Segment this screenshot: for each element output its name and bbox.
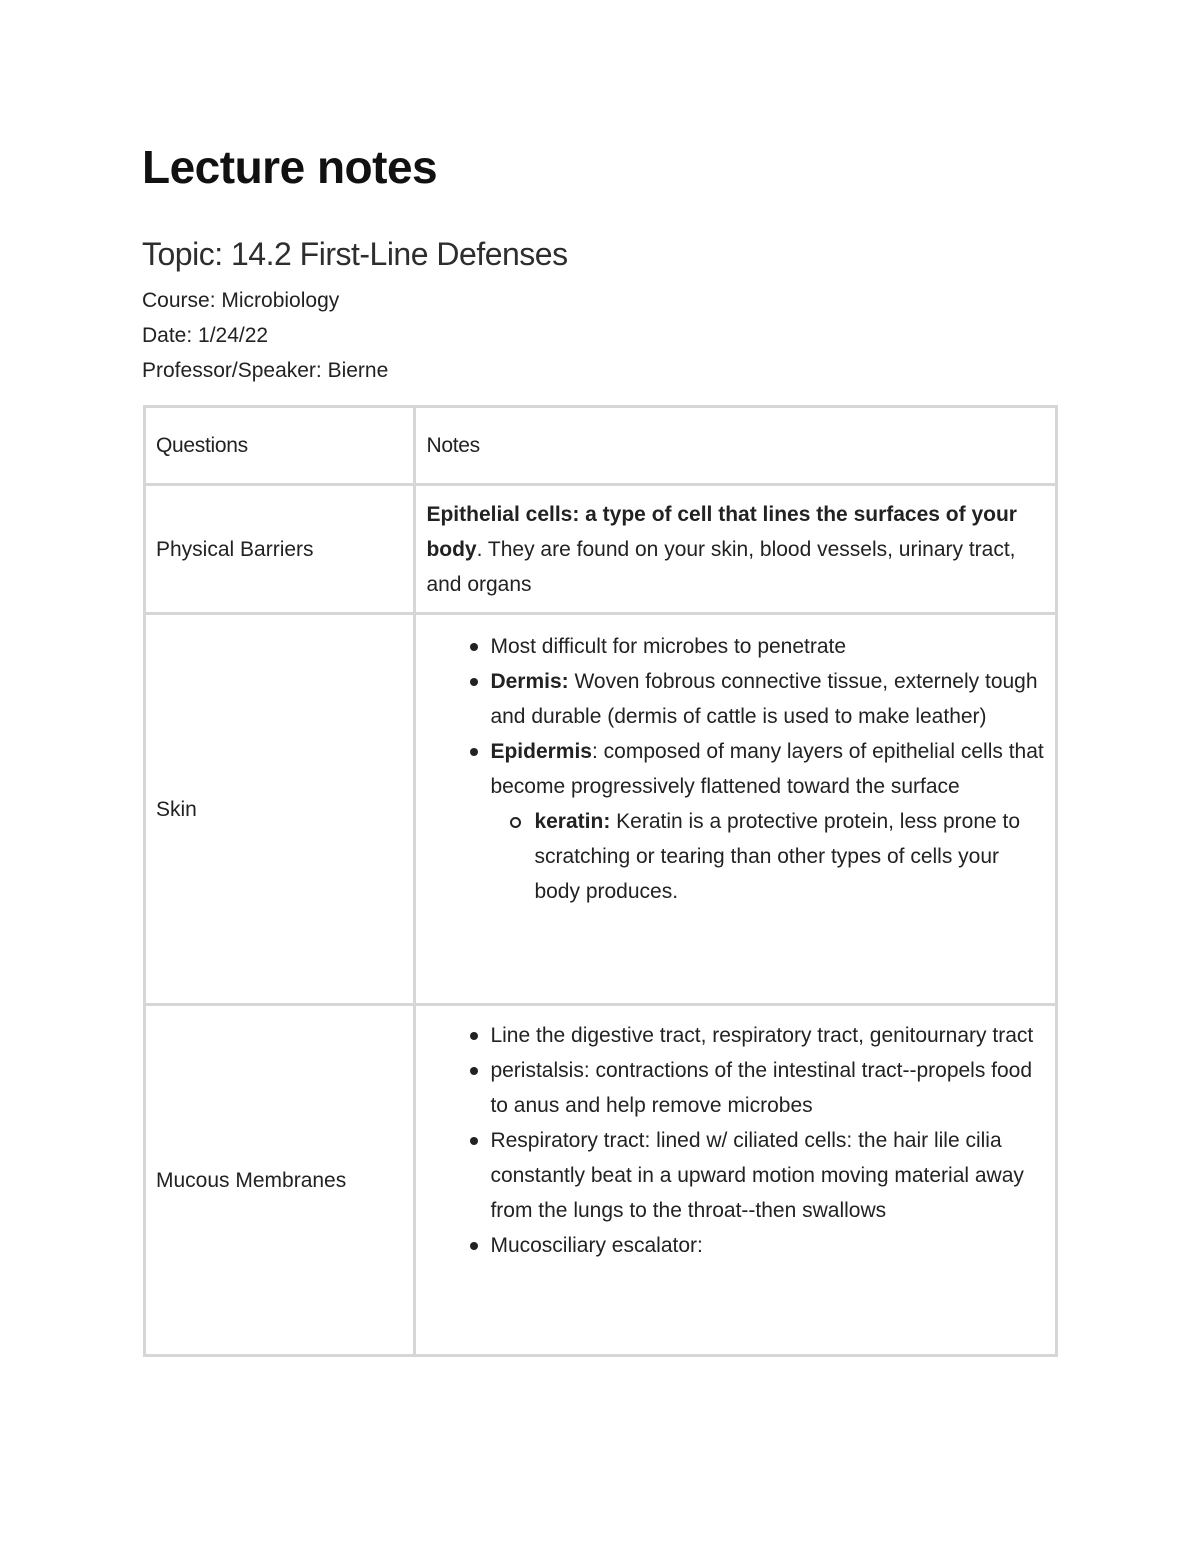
bullet-text: Respiratory tract: lined w/ ciliated cells: the hair lile cilia constantly beat in a upward motion moving material away from the lungs to the throat--then swallows <box>490 1129 1024 1222</box>
sub-bullet-text: Keratin is a protective protein, less prone to scratching or tearing than other types of cells your body produces. <box>534 810 1021 903</box>
note-text: . They are found on your skin, blood vessels, urinary tract, and organs <box>426 537 1016 596</box>
list-item <box>490 1123 1045 1228</box>
question-cell: Physical Barriers <box>145 485 415 614</box>
table-row <box>145 485 1057 614</box>
bullet-text: Woven fobrous connective tissue, externely tough and durable (dermis of cattle is used to make leather) <box>490 670 1038 728</box>
notes-cell <box>415 485 1057 614</box>
bullet-list <box>426 1018 1045 1263</box>
professor-line: Professor/Speaker: Bierne <box>142 359 389 382</box>
bullet-text: Line the digestive tract, respiratory tract, genitournary tract <box>490 1024 1034 1047</box>
bullet-text: peristalsis: contractions of the intestinal tract--propels food to anus and help remove microbes <box>490 1059 1033 1117</box>
sub-bullet-term: keratin: <box>534 810 611 833</box>
list-item <box>490 1053 1045 1123</box>
list-item <box>490 1018 1045 1053</box>
bullet-list <box>426 629 1045 909</box>
bullet-text: : composed of many layers of epithelial cells that become progressively flattened toward the surface <box>490 740 1044 798</box>
list-item <box>490 664 1045 734</box>
table-row <box>145 614 1057 1005</box>
date-line: Date: 1/24/22 <box>142 324 269 347</box>
list-item <box>490 1228 1045 1263</box>
notes-cell <box>415 1005 1057 1356</box>
bullet-term: Epidermis <box>490 740 592 763</box>
bullet-text: Mucosciliary escalator: <box>490 1234 703 1257</box>
sub-list-item <box>534 804 1045 909</box>
question-cell: Mucous Membranes <box>145 1005 415 1356</box>
bullet-term: Dermis: <box>490 670 569 693</box>
topic-heading: Topic: 14.2 First-Line Defenses <box>142 236 568 272</box>
questions-header: Questions <box>145 407 415 485</box>
table-header-row <box>145 407 1057 485</box>
notes-header: Notes <box>415 407 1057 485</box>
cornell-notes-table <box>143 405 1058 1357</box>
list-item <box>490 629 1045 664</box>
notes-cell <box>415 614 1057 1005</box>
table-row <box>145 1005 1057 1356</box>
bullet-text: Most difficult for microbes to penetrate <box>490 635 847 658</box>
question-cell: Skin <box>145 614 415 1005</box>
sub-bullet-list <box>490 804 1045 909</box>
note-term: Epithelial cells: a type of cell that lines the surfaces of your body <box>426 502 1017 561</box>
course-line: Course: Microbiology <box>142 289 340 312</box>
page-title: Lecture notes <box>142 141 438 193</box>
list-item <box>490 734 1045 909</box>
lecture-meta <box>142 283 388 388</box>
